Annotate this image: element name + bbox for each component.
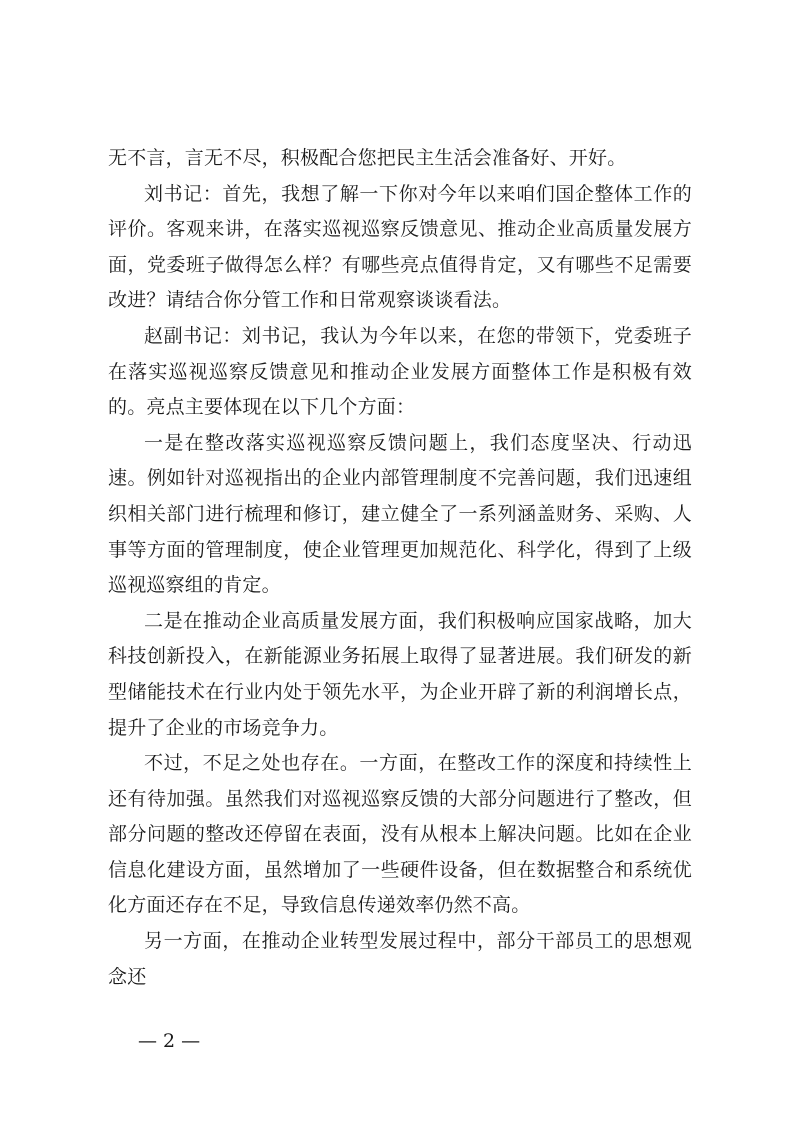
document-body xyxy=(108,141,692,995)
paragraph-7: 另一方面，在推动企业转型发展过程中，部分干部员工的思想观念还 xyxy=(108,930,692,988)
paragraph-4: 一是在整改落实巡视巡察反馈问题上，我们态度坚决、行动迅速。例如针对巡视指出的企业内部管理制度不完善问题，我们迅速组织相关部门进行梳理和修订，建立健全了一系列涵盖财务、采购、人事等方面的管理制度，使企业管理更加规范化、科学化，得到了上级巡视巡察组的肯定。 xyxy=(108,431,692,597)
paragraph-2: 刘书记：首先，我想了解一下你对今年以来咱们国企整体工作的评价。客观来讲，在落实巡视巡察反馈意见、推动企业高质量发展方面，党委班子做得怎么样？有哪些亮点值得肯定，又有哪些不足需要改进？请结合你分管工作和日常观察谈谈看法。 xyxy=(108,182,692,312)
paragraph-3: 赵副书记：刘书记，我认为今年以来，在您的带领下，党委班子在落实巡视巡察反馈意见和推动企业发展方面整体工作是积极有效的。亮点主要体现在以下几个方面： xyxy=(108,324,692,419)
paragraph-1: 无不言，言无不尽，积极配合您把民主生活会准备好、开好。 xyxy=(108,147,627,169)
paragraph-6: 不过，不足之处也存在。一方面，在整改工作的深度和持续性上还有待加强。虽然我们对巡视巡察反馈的大部分问题进行了整改，但部分问题的整改还停留在表面，没有从根本上解决问题。比如在企业信息化建设方面，虽然增加了一些硬件设备，但在数据整合和系统优化方面还存在不足，导致信息传递效率仍然不高。 xyxy=(108,752,692,917)
paragraph-5: 二是在推动企业高质量发展方面，我们积极响应国家战略，加大科技创新投入，在新能源业务拓展上取得了显著进展。我们研发的新型储能技术在行业内处于领先水平，为企业开辟了新的利润增长点，提升了企业的市场竞争力。 xyxy=(108,609,692,739)
page-number: — 2 — xyxy=(138,1030,201,1052)
